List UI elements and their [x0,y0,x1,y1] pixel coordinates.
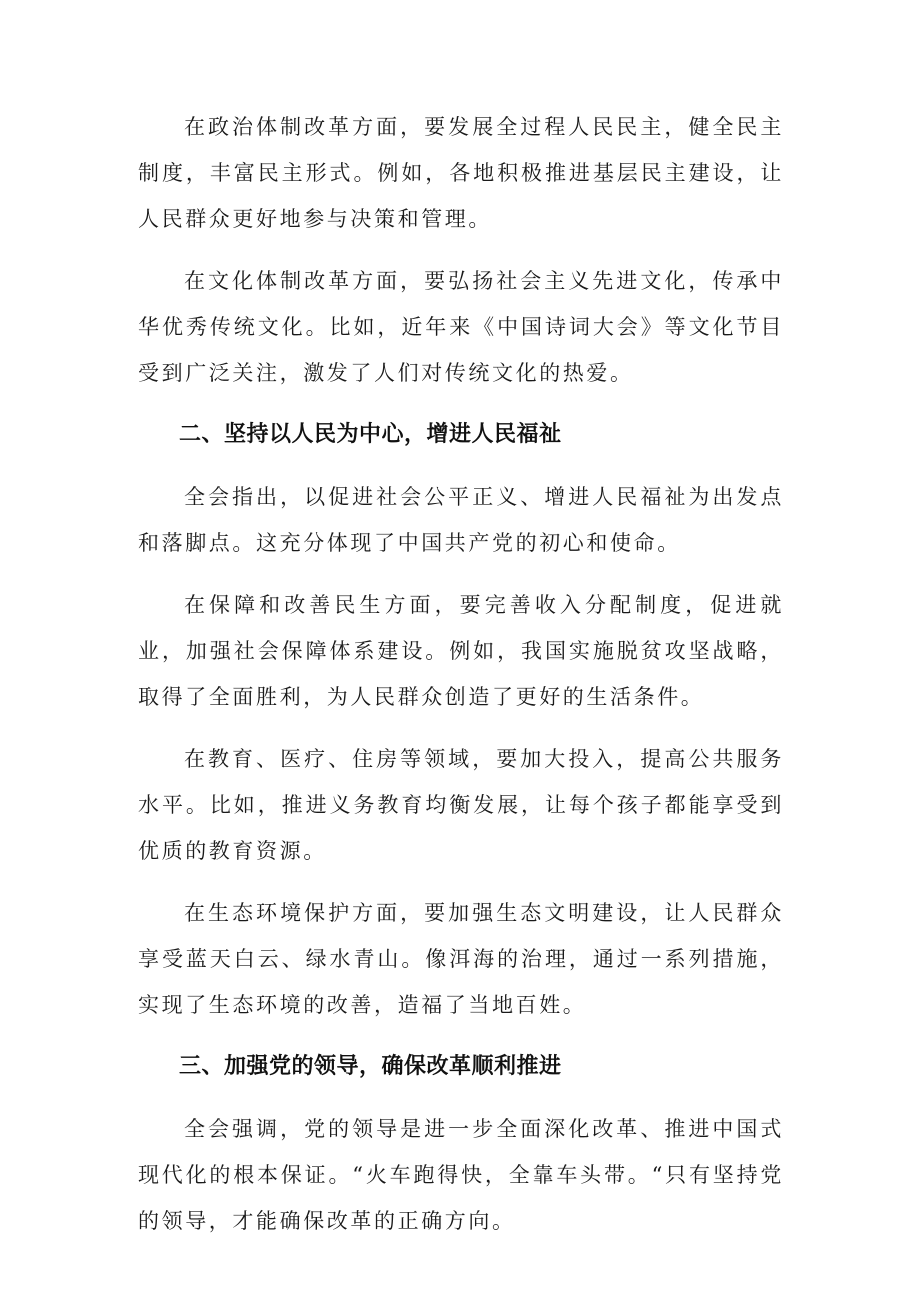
section-heading-two: 二、坚持以人民为中心，增进人民福祉 [179,422,562,447]
paragraph-public-services: 在教育、医疗、住房等领域，要加大投入，提高公共服务水平。比如，推进义务教育均衡发展，让每个孩子都能享受到优质的教育资源。 [138,747,784,863]
paragraph-ecology: 在生态环境保护方面，要加强生态文明建设，让人民群众享受蓝天白云、绿水青山。像洱海的治理，通过一系列措施，实现了生态环境的改善，造福了当地百姓。 [138,901,784,1017]
paragraph-cultural-reform: 在文化体制改革方面，要弘扬社会主义先进文化，传承中华优秀传统文化。比如，近年来《中国诗词大会》等文化节目受到广泛关注，激发了人们对传统文化的热爱。 [138,269,784,385]
section-heading-three: 三、加强党的领导，确保改革顺利推进 [179,1054,562,1079]
paragraph-political-reform: 在政治体制改革方面，要发展全过程人民民主，健全民主制度，丰富民主形式。例如，各地积极推进基层民主建设，让人民群众更好地参与决策和管理。 [138,115,784,231]
paragraph-plenum-points: 全会指出，以促进社会公平正义、增进人民福祉为出发点和落脚点。这充分体现了中国共产党的初心和使命。 [138,485,784,555]
paragraph-party-leadership: 全会强调，党的领导是进一步全面深化改革、推进中国式现代化的根本保证。“火车跑得快，全靠车头带。“只有坚持党的领导，才能确保改革的正确方向。 [138,1117,784,1233]
paragraph-livelihood: 在保障和改善民生方面，要完善收入分配制度，促进就业，加强社会保障体系建设。例如，我国实施脱贫攻坚战略，取得了全面胜利，为人民群众创造了更好的生活条件。 [138,593,784,709]
